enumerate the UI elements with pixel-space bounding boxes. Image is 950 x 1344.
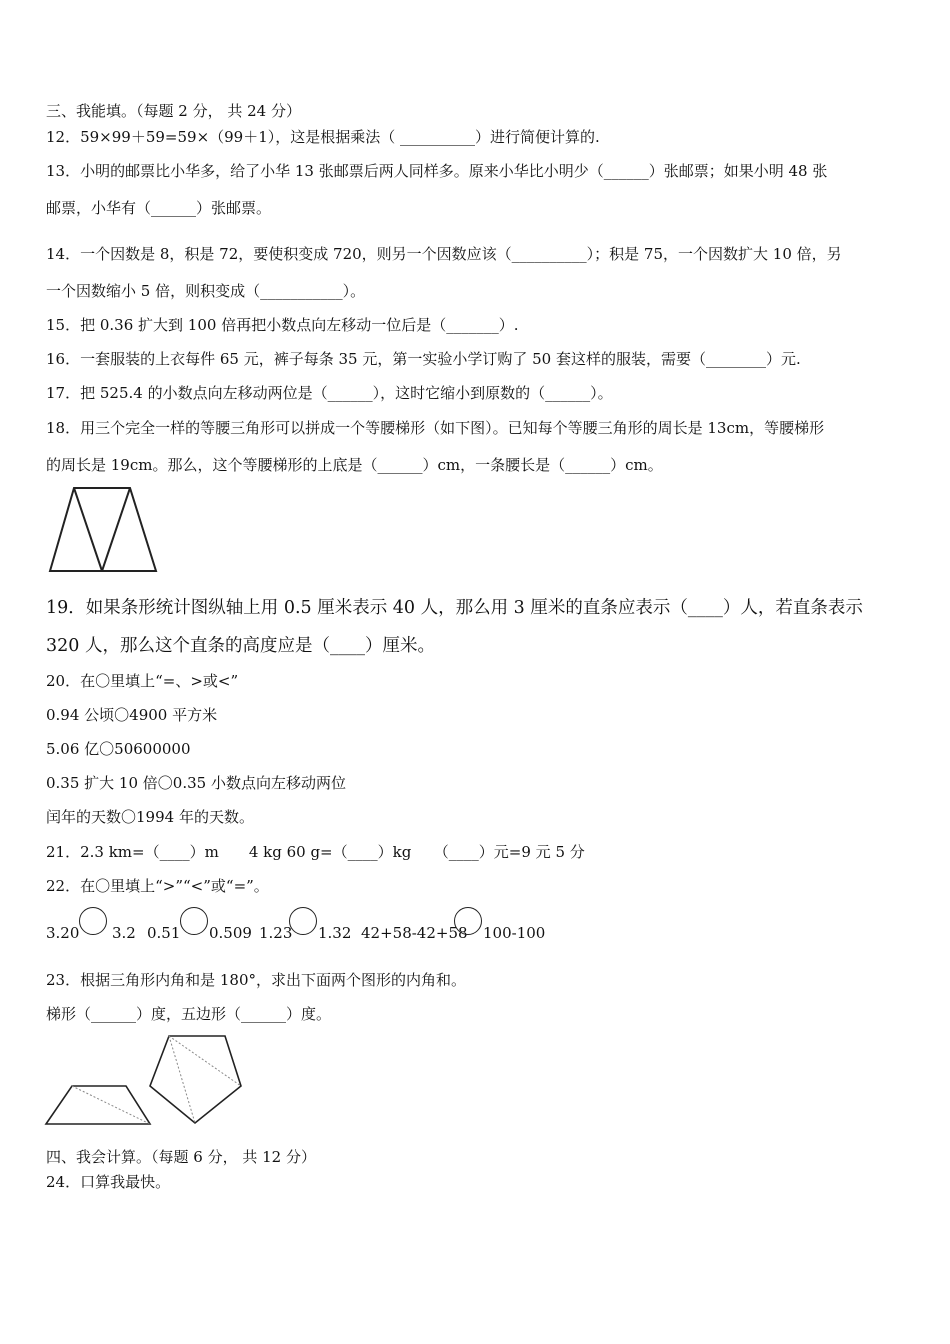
question-20: 20．在〇里填上“=、>或<” (46, 672, 239, 690)
question-18-line1: 18．用三个完全一样的等腰三角形可以拼成一个等腰梯形（如下图）。已知每个等腰三角形的周长是 13cm，等腰梯形 (46, 419, 825, 437)
question-20-item-3: 0.35 扩大 10 倍〇0.35 小数点向左移动两位 (46, 774, 346, 792)
trapezoid-shape (44, 1084, 154, 1126)
compare-left-3: 1.23 (259, 924, 293, 942)
compare-circle-1[interactable] (79, 907, 107, 935)
section4-header: 四、我会计算。（每题 6 分， 共 12 分） (46, 1148, 316, 1166)
question-23-answers: 梯形（______）度，五边形（______）度。 (46, 1005, 332, 1023)
question-13-line2: 邮票，小华有（______）张邮票。 (46, 199, 272, 217)
compare-right-1: 3.2 (112, 924, 136, 942)
compare-circle-2[interactable] (180, 907, 208, 935)
question-24: 24．口算我最快。 (46, 1173, 171, 1191)
compare-right-3: 1.32 (318, 924, 352, 942)
compare-left-1: 3.20 (46, 924, 80, 942)
question-12: 12．59×99＋59=59×（99＋1），这是根据乘法（ __________）进行简便计算的. (46, 128, 600, 146)
question-19-line1: 19．如果条形统计图纵轴上用 0.5 厘米表示 40 人，那么用 3 厘米的直条应表示（____）人，若直条表示 (46, 598, 863, 618)
question-14-line2: 一个因数缩小 5 倍，则积变成（___________）。 (46, 282, 366, 300)
section3-header: 三、我能填。（每题 2 分， 共 24 分） (46, 102, 301, 120)
question-16: 16．一套服装的上衣每件 65 元，裤子每条 35 元，第一实验小学订购了 50 套这样的服装，需要（________）元. (46, 350, 801, 368)
question-19-line2: 320 人，那么这个直条的高度应是（____）厘米。 (46, 636, 435, 656)
question-17: 17．把 525.4 的小数点向左移动两位是（______），这时它缩小到原数的（______）。 (46, 384, 613, 402)
question-21: 21．2.3 km=（____）m 4 kg 60 g=（____）kg （____）元=9 元 5 分 (46, 843, 585, 861)
compare-right-2: 0.509 (209, 924, 252, 942)
question-23: 23．根据三角形内角和是 180°，求出下面两个图形的内角和。 (46, 971, 466, 989)
question-20-item-2: 5.06 亿〇50600000 (46, 740, 191, 758)
compare-right-4: 100-100 (483, 924, 546, 942)
question-22: 22．在〇里填上“>”“<”或“=”。 (46, 877, 269, 895)
compare-circle-4[interactable] (454, 907, 482, 935)
compare-circle-3[interactable] (289, 907, 317, 935)
question-20-item-1: 0.94 公顷〇4900 平方米 (46, 706, 218, 724)
pentagon-shape (147, 1032, 243, 1126)
question-20-item-4: 闰年的天数〇1994 年的天数。 (46, 808, 254, 826)
question-13-line1: 13．小明的邮票比小华多，给了小华 13 张邮票后两人同样多。原来小华比小明少（______）张邮票；如果小明 48 张 (46, 162, 828, 180)
question-14-line1: 14．一个因数是 8，积是 72，要使积变成 720，则另一个因数应该（__________）；积是 75，一个因数扩大 10 倍，另 (46, 245, 842, 263)
trapezoid-figure (46, 486, 160, 576)
question-18-line2: 的周长是 19cm。那么，这个等腰梯形的上底是（______）cm，一条腰长是（______）cm。 (46, 456, 663, 474)
question-15: 15．把 0.36 扩大到 100 倍再把小数点向左移动一位后是（_______）. (46, 316, 519, 334)
compare-left-2: 0.51 (147, 924, 181, 942)
compare-left-4: 42+58-42+58 (361, 924, 468, 942)
